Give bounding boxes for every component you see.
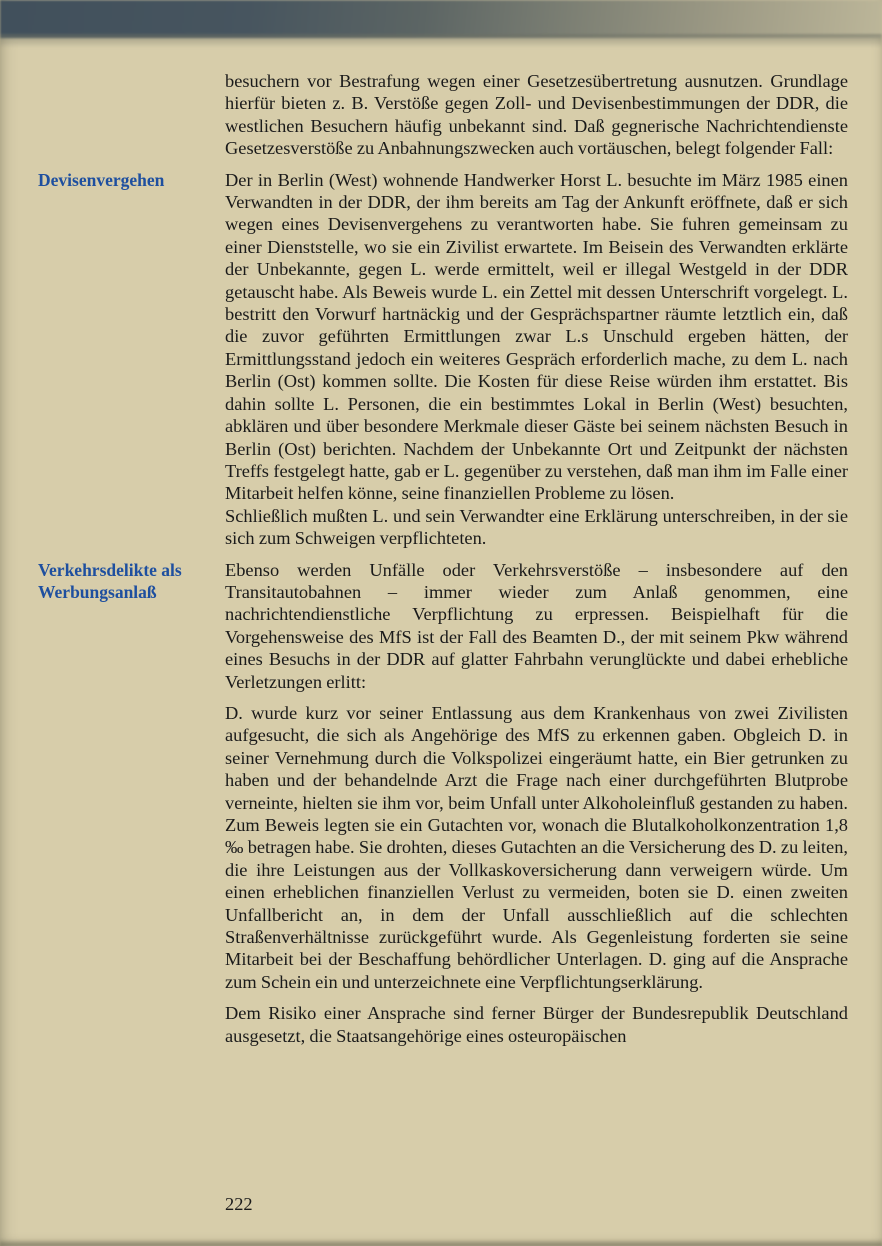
margin-column [0,169,225,191]
margin-heading-devisenvergehen: Devisenvergehen [38,169,165,190]
body-paragraph: Der in Berlin (West) wohnende Handwerker Horst L. besuchte im März 1985 einen Verwandten in der DDR, der ihm bereits am Tag der Ankunft eröffnete, daß er sich wegen eines Devisenvergehens zu verantworten habe. Sie fuhren gemeinsam zu einer Dienststelle, wo sie ein Zivilist erwartete. Im Beisein des Verwandten erklärte der Unbekannte, gegen L. werde ermittelt, weil er illegal Westgeld in der DDR getauscht habe. Als Beweis wurde L. ein Zettel mit dessen Unterschrift vorgelegt. L. bestritt den Vorwurf hartnäckig und der Gesprächspartner räumte letztlich ein, daß die zuvor geführten Ermittlungen zwar L.s Unschuld ergeben hätten, der Ermittlungsstand jedoch ein weiteres Gespräch erforderlich mache, zu dem L. nach Berlin (Ost) kommen sollte. Die Kosten für diese Reise würden ihm erstattet. Bis dahin sollte L. Personen, die ein bestimmtes Lokal in Berlin (West) besuchten, abklären und über besondere Merkmale dieser Gäste bei seinem nächsten Besuch in Berlin (Ost) berichten. Nachdem der Unbekannte Ort und Zeitpunkt der nächsten Treffs festgelegt hatte, gab er L. gegenüber zu verstehen, daß man ihm im Falle einer Mitarbeit helfen könne, seine finanziellen Probleme zu lösen. [225,169,848,504]
intro-paragraph: besuchern vor Bestrafung wegen einer Gesetzesübertretung ausnutzen. Grundlage hierfür bieten z. B. Verstöße gegen Zoll- und Devisenbestimmungen der DDR, die westlichen Besuchern häufig unbekannt sind. Daß gegnerische Nachrichtendienste Gesetzesverstöße zu Anbahnungszwecken auch vortäuschen, belegt folgender Fall: [225,71,848,159]
scan-edge-top [0,0,882,38]
scan-edge-bottom [0,1239,882,1246]
section-devisenvergehen [0,169,882,559]
body-paragraph: Dem Risiko einer Ansprache sind ferner Bürger der Bundesrepublik Deutschland ausgesetzt, die Staatsangehörige eines osteuropäischen [225,1003,848,1046]
section-verkehrsdelikte [0,559,882,1057]
margin-heading-verkehrsdelikte: Verkehrsdelikte als Werbungsanlaß [38,559,182,602]
intro-body-column [225,70,848,169]
body-paragraph: Ebenso werden Unfälle oder Verkehrsverstöße – insbesondere auf den Transitautobahnen – immer wieder zum Anlaß genommen, eine nachrichtendienstliche Verpflichtung zu erpressen. Beispielhaft für die Vorgehensweise des MfS ist der Fall des Beamten D., der mit seinem Pkw während eines Besuchs in der DDR auf glatter Fahrbahn verunglückte und dabei erhebliche Verletzungen erlitt: [225,559,848,692]
page-number: 222 [225,1194,253,1214]
page-content [0,70,882,1056]
section-body-column [225,559,848,1057]
body-paragraph: Schließlich mußten L. und sein Verwandter eine Erklärung unterschreiben, in der sie sich zum Schweigen verpflichteten. [225,505,848,549]
margin-column [0,559,225,603]
intro-row [0,70,882,169]
section-body-column [225,169,848,559]
body-paragraph: D. wurde kurz vor seiner Entlassung aus dem Krankenhaus von zwei Zivilisten aufgesucht, die sich als Angehörige des MfS zu erkennen gaben. Obgleich D. in seiner Vernehmung durch die Volkspolizei eingeräumt hatte, ein Bier getrunken zu haben und der behandelnde Arzt die Frage nach einer durchgeführten Blutprobe verneinte, hielten sie ihm vor, beim Unfall unter Alkoholeinfluß gestanden zu haben. Zum Beweis legten sie ein Gutachten vor, wonach die Blutalkoholkonzentration 1,8 ‰ betragen habe. Sie drohten, dieses Gutachten an die Versicherung des D. zu leiten, die ihre Leistungen aus der Vollkaskoversicherung dann verweigern würde. Um einen erheblichen finanziellen Verlust zu vermeiden, boten sie D. einen zweiten Unfallbericht an, in dem der Unfall ausschließlich auf die schlechten Straßenverhältnisse zurückgeführt wurde. Als Gegenleistung forderten sie seine Mitarbeit bei der Beschaffung behördlicher Unterlagen. D. ging auf die Ansprache zum Schein ein und unterzeichnete eine Verpflichtungserklärung. [225,702,848,992]
